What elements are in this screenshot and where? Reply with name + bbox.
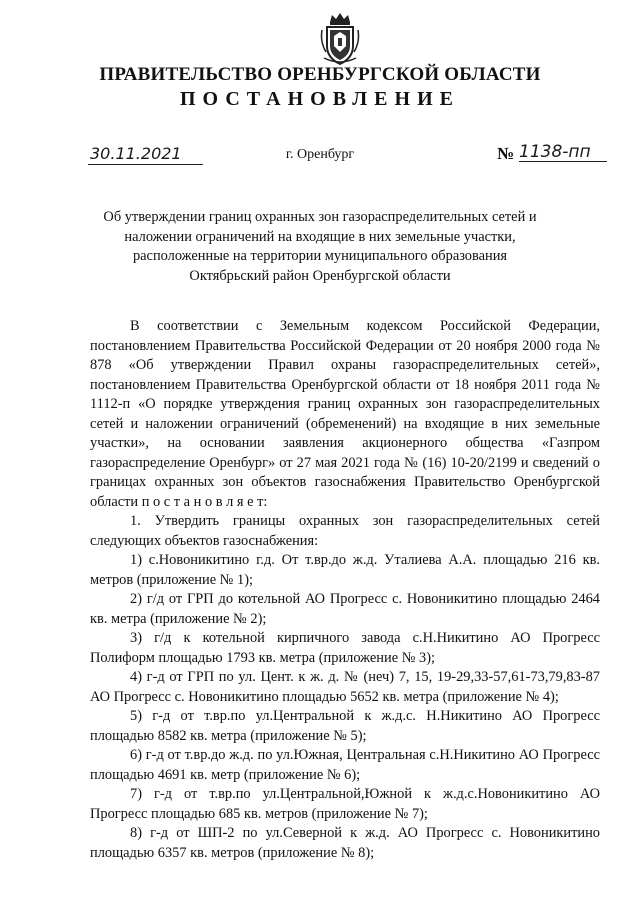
number-sign: № — [497, 144, 515, 163]
subject-line: Об утверждении границ охранных зон газораспределительных сетей и — [103, 209, 537, 225]
list-item: 1. Утвердить границы охранных зон газораспределительных сетей следующих объектов газоснабжения: — [90, 513, 600, 549]
list-item: 6) г-д от т.вр.до ж.д. по ул.Южная, Центральная с.Н.Никитино АО Прогресс площадью 4691 кв. метр (приложение № 6); — [90, 747, 600, 783]
document-subject — [90, 208, 550, 286]
subject-line: расположенные на территории муниципального образования — [132, 248, 508, 264]
document-body — [90, 317, 600, 863]
preamble-paragraph: В соответствии с Земельным кодексом Российской Федерации, постановлением Правительства Российской Федерации от 20 ноября 2000 года № 878 «Об утверждении Правил охраны газораспределительных сетей», постановлением Правительства Оренбургской области от 18 ноября 2011 года № 1112-п «О порядке утверждения границ охранных зон газораспределительных сетей и наложении ограничений (обременений) на входящие в них земельные участки», на основании заявления акционерного общества «Газпром газораспределение Оренбург» от 27 мая 2021 года № (16) 10-20/2199 и сведений о границах охранных зон объектов газоснабжения Правительство Оренбургской области п о с т а н о в л я е т: — [90, 318, 600, 510]
government-title: ПРАВИТЕЛЬСТВО ОРЕНБУРГСКОЙ ОБЛАСТИ — [99, 64, 541, 85]
orenburg-coat-of-arms-icon — [318, 12, 362, 66]
list-item: 1) с.Новоникитино г.д. От т.вр.до ж.д. Уталиева А.А. площадью 216 кв. метров (приложение № 1); — [90, 552, 600, 588]
list-item: 3) г/д к котельной кирпичного завода с.Н.Никитино АО Прогресс Полиформ площадью 1793 кв. метра (приложение № 3); — [90, 630, 600, 666]
list-item: 8) г-д от ШП-2 по ул.Северной к ж.д. АО Прогресс с. Новоникитино площадью 6357 кв. метров (приложение № 8); — [90, 825, 600, 861]
document-date: 30.11.2021 — [90, 144, 182, 163]
document-number: 1138-пп — [519, 142, 591, 162]
list-item: 2) г/д от ГРП до котельной АО Прогресс с. Новоникитино площадью 2464 кв. метра (приложение № 2); — [90, 591, 600, 627]
document-number-field — [497, 142, 607, 162]
city-label: г. Оренбург — [285, 147, 355, 162]
list-item: 5) г-д от т.вр.по ул.Центральной к ж.д.с. Н.Никитино АО Прогресс площадью 8582 кв. метра (приложение № 5); — [90, 708, 600, 744]
subject-line: наложении ограничений на входящие в них земельные участки, — [124, 228, 516, 245]
list-item: 4) г-д от ГРП по ул. Цент. к ж. д. № (неч) 7, 15, 19-29,33-57,61-73,79,83-87 АО Прогресс с. Новоникитино площадью 5652 кв. метра (приложение № 4); — [90, 669, 600, 705]
list-item: 7) г-д от т.вр.по ул.Центральной,Южной к ж.д.с.Новоникитино АО Прогресс площадью 685 кв. метров (приложение № 7); — [90, 786, 600, 822]
document-type-title: ПОСТАНОВЛЕНИЕ — [180, 88, 460, 110]
subject-line: Октябрьский район Оренбургской области — [189, 267, 451, 284]
